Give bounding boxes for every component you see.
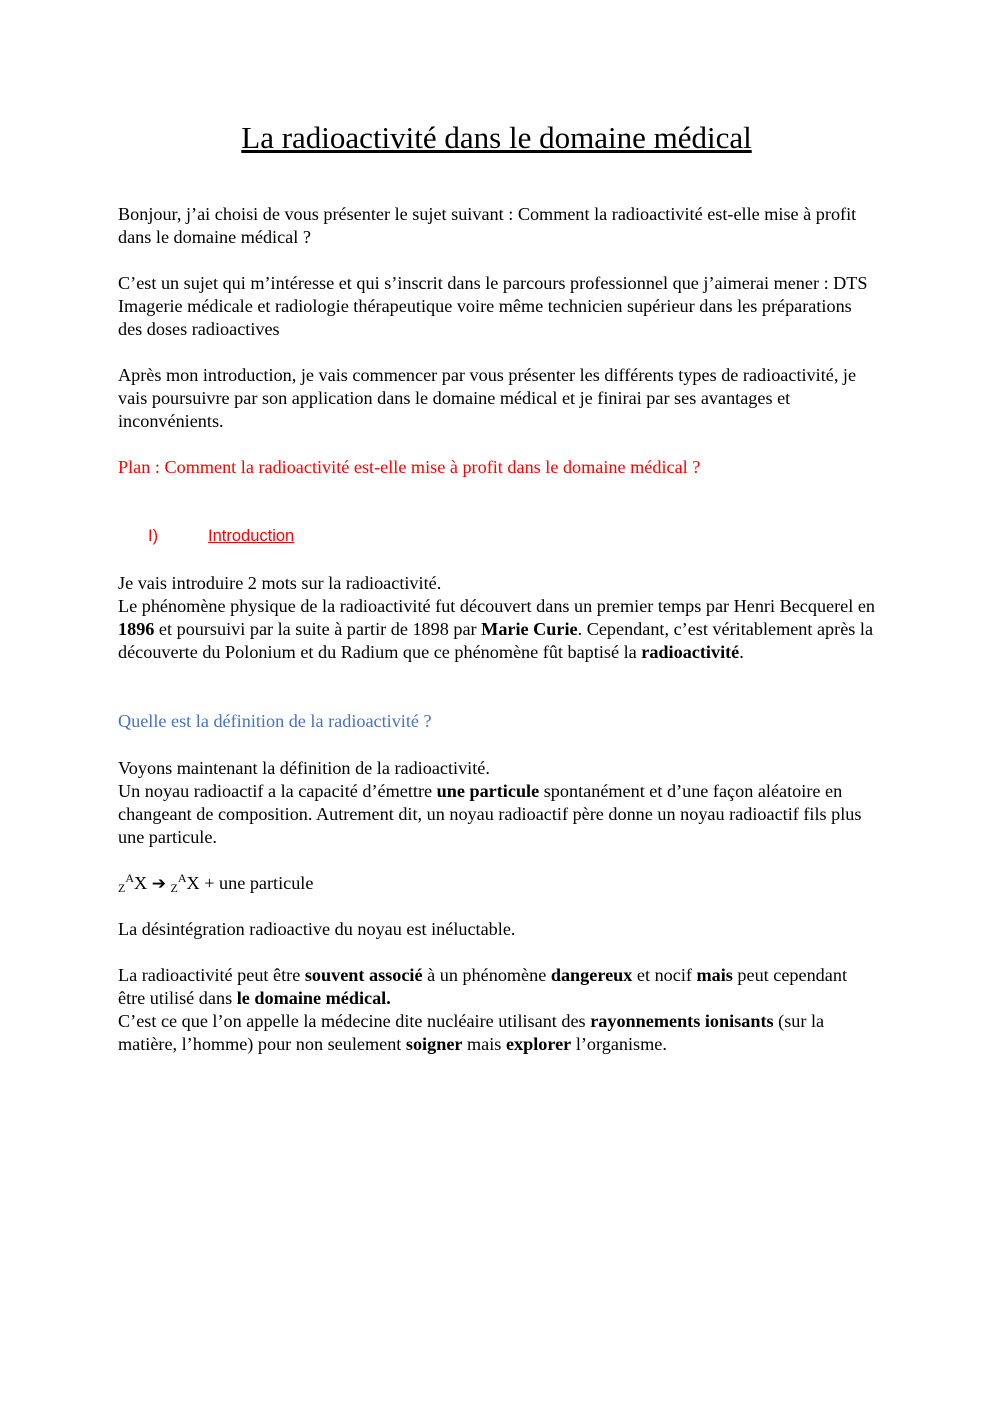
medical-bold-1: souvent associé [304, 965, 423, 985]
paragraph-ineluctable: La désintégration radioactive du noyau est inéluctable. [118, 919, 516, 939]
formula-superscript-a-2: A [177, 871, 187, 885]
history-text-1: Le phénomène physique de la radioactivité fut découvert dans un premier temps par Henri Becquerel en [118, 596, 876, 616]
paragraph-medical-use [118, 964, 878, 1056]
history-bold-radioactivite: radioactivité [641, 642, 740, 662]
paragraph-definition [118, 757, 878, 849]
definition-body [118, 780, 878, 849]
plan-line: Plan : Comment la radioactivité est-elle mise à profit dans le domaine médical ? [118, 457, 701, 477]
medical-bold-5: rayonnements ionisants [590, 1011, 774, 1031]
definition-bold-particule: une particule [436, 781, 540, 801]
medical-text-8: l’organisme. [571, 1034, 667, 1054]
formula-rest: + une particule [199, 873, 314, 893]
medical-text-4: peut cependant être utilisé dans [118, 965, 847, 1008]
history-body [118, 595, 878, 664]
medical-text-7: mais [462, 1034, 506, 1054]
formula-element-x: X [134, 873, 148, 893]
medical-text-1: La radioactivité peut être [118, 965, 305, 985]
section-label: Introduction [208, 527, 295, 545]
definition-intro-line: Voyons maintenant la définition de la radioactivité. [118, 758, 490, 778]
decay-formula [118, 872, 878, 896]
medical-text-2: à un phénomène [422, 965, 551, 985]
medical-text-6: (sur la matière, l’homme) pour non seulement [118, 1011, 825, 1054]
medical-bold-3: mais [696, 965, 733, 985]
document-title: La radioactivité dans le domaine médical [241, 120, 752, 155]
paragraph-history [118, 572, 878, 664]
paragraph-outline: Après mon introduction, je vais commencer par vous présenter les différents types de radioactivité, je vais poursuivre par son application dans le domaine médical et je finirai par ses avantages et inconvénients. [118, 365, 857, 431]
medical-use-line-1 [118, 964, 878, 1010]
history-text-2: et poursuivi par la suite à partir de 1898 par [154, 619, 482, 639]
history-bold-year: 1896 [118, 619, 155, 639]
medical-text-5: C’est ce que l’on appelle la médecine dite nucléaire utilisant des [118, 1011, 591, 1031]
medical-bold-6: soigner [405, 1034, 463, 1054]
definition-question: Quelle est la définition de la radioactivité ? [118, 711, 432, 731]
paragraph-motivation: C’est un sujet qui m’intéresse et qui s’inscrit dans le parcours professionnel que j’aimerai mener : DTS Imagerie médicale et radiologie thérapeutique voire même technicien supérieur dans les préparations des doses radioactives [118, 273, 868, 339]
formula-element-x-2: X [186, 873, 200, 893]
definition-text-1: Un noyau radioactif a la capacité d’émettre [118, 781, 437, 801]
formula-subscript-z-2: Z [170, 881, 178, 895]
medical-bold-7: explorer [505, 1034, 572, 1054]
arrow-right-icon: ➔ [151, 874, 166, 894]
medical-text-3: et nocif [632, 965, 697, 985]
history-intro-line: Je vais introduire 2 mots sur la radioactivité. [118, 573, 442, 593]
formula-superscript-a: A [125, 871, 135, 885]
history-text-4: . [739, 642, 744, 662]
section-number: I) [148, 527, 159, 545]
definition-text-2: spontanément et d’une façon aléatoire en changeant de composition. Autrement dit, un noyau radioactif père donne un noyau radioactif fils plus une particule. [118, 781, 862, 847]
history-text-3: . Cependant, c’est véritablement après la découverte du Polonium et du Radium que ce phénomène fût baptisé la [118, 619, 874, 662]
history-bold-curie: Marie Curie [481, 619, 578, 639]
formula-subscript-z: Z [118, 881, 126, 895]
medical-bold-4: le domaine médical. [236, 988, 391, 1008]
medical-bold-2: dangereux [550, 965, 633, 985]
paragraph-intro-greeting: Bonjour, j’ai choisi de vous présenter le sujet suivant : Comment la radioactivité est-elle mise à profit dans le domaine médical ? [118, 204, 857, 247]
section-heading-introduction [148, 525, 294, 547]
medical-use-line-2 [118, 1010, 878, 1056]
